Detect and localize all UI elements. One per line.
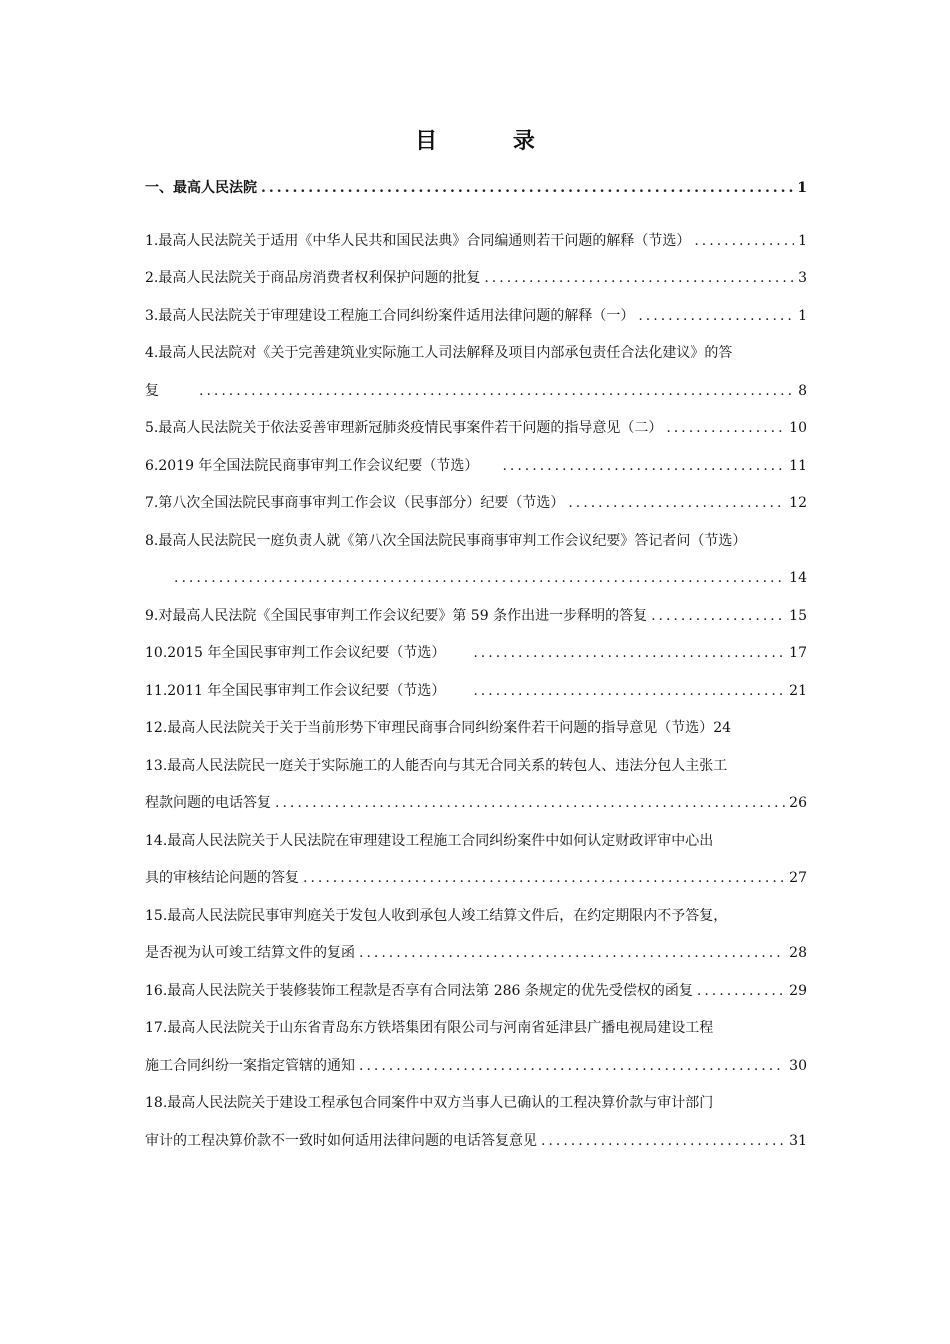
toc-entry-text: 6.2019 年全国法院民商事审判工作会议纪要（节选） [145, 457, 479, 474]
toc-entry[interactable] [145, 223, 807, 261]
toc-page-number: 27 [789, 870, 807, 886]
toc-entry-text: 1.最高人民法院关于适用《中华人民共和国民法典》合同编通则若干问题的解释（节选） [145, 232, 691, 249]
dot-leader [541, 1123, 785, 1161]
toc-entry[interactable] [145, 523, 807, 598]
dot-leader [651, 598, 785, 636]
toc-entry-text: 17.最高人民法院关于山东省青岛东方铁塔集团有限公司与河南省延津县广播电视局建设工程 [145, 1020, 714, 1036]
toc-page-number: 1 [798, 232, 807, 249]
toc-entry-text: 7.第八次全国法院民事商事审判工作会议（民事部分）纪要（节选） [145, 495, 565, 511]
dot-leader [275, 785, 785, 823]
toc-entry-text-continued: 是否视为认可竣工结算文件的复函 [145, 945, 355, 961]
toc-entry-text: 13.最高人民法院民一庭关于实际施工的人能否向与其无合同关系的转包人、违法分包人主张工 [145, 757, 728, 774]
toc-page-number: 11 [789, 457, 807, 474]
toc-page-number: 30 [789, 1057, 807, 1074]
toc-page-number: 12 [789, 495, 807, 511]
toc-entry-text: 5.最高人民法院关于依法妥善审理新冠肺炎疫情民事案件若干问题的指导意见（二） [145, 420, 663, 436]
dot-leader [473, 635, 785, 673]
toc-entry-text: 10.2015 年全国民事审判工作会议纪要（节选） [145, 645, 446, 661]
toc-entry-text: 18.最高人民法院关于建设工程承包合同案件中双方当事人已确认的工程决算价款与审计部门 [145, 1095, 714, 1111]
dot-leader [473, 673, 785, 711]
toc-page-number: 10 [789, 420, 807, 436]
dot-leader [199, 373, 794, 411]
toc-entry[interactable] [145, 823, 807, 898]
toc-entry[interactable] [145, 673, 807, 711]
dot-leader [359, 935, 785, 973]
dot-leader [359, 1048, 785, 1086]
dot-leader [666, 410, 785, 448]
toc-page-number: 31 [789, 1132, 807, 1149]
toc-entry[interactable] [145, 1010, 807, 1085]
toc-page-number: 21 [789, 682, 807, 699]
page-title: 目 录 [415, 128, 569, 154]
toc-entry-text: 16.最高人民法院关于装修装饰工程款是否享有合同法第 286 条规定的优先受偿权的函复 [145, 982, 693, 999]
toc-entry[interactable] [145, 898, 807, 973]
dot-leader [502, 448, 785, 486]
toc-page-number: 8 [798, 382, 807, 399]
toc-entry-text: 11.2011 年全国民事审判工作会议纪要（节选） [145, 682, 446, 699]
table-of-contents [145, 170, 807, 1160]
toc-entry[interactable] [145, 298, 807, 336]
toc-entry-text: 一、最高人民法院 [145, 180, 257, 196]
toc-entry-text: 15.最高人民法院民事审判庭关于发包人收到承包人竣工结算文件后，在约定期限内不予答复， [145, 907, 728, 924]
toc-page-number: 14 [789, 570, 807, 586]
dot-leader [697, 973, 785, 1011]
toc-entry-text: 14.最高人民法院关于人民法院在审理建设工程施工合同纠纷案件中如何认定财政评审中心出 [145, 832, 714, 849]
dot-leader [174, 560, 785, 598]
toc-page-number: 1 [797, 180, 807, 196]
toc-entry-text-continued: 审计的工程决算价款不一致时如何适用法律问题的电话答复意见 [145, 1132, 537, 1149]
toc-entry[interactable] [145, 260, 807, 298]
toc-section-heading[interactable] [145, 170, 807, 208]
dot-leader [694, 223, 794, 261]
toc-entry-text-continued: 具的审核结论问题的答复 [145, 870, 299, 886]
toc-entry-text: 12.最高人民法院关于关于当前形势下审理民商事合同纠纷案件若干问题的指导意见（节选） [145, 720, 714, 736]
toc-page-number: 26 [789, 795, 807, 811]
toc-entry[interactable] [145, 448, 807, 486]
dot-leader [303, 860, 785, 898]
toc-entry[interactable] [145, 710, 807, 748]
toc-page-number: 28 [789, 945, 807, 961]
toc-page-number: 24 [713, 720, 732, 736]
toc-entry-text-continued: 复 [145, 382, 159, 399]
toc-page-number: 1 [798, 307, 807, 324]
toc-page-number: 29 [789, 982, 807, 999]
toc-page-number: 15 [789, 607, 807, 624]
toc-entry[interactable] [145, 335, 807, 410]
toc-entry-text-continued: 施工合同纠纷一案指定管辖的通知 [145, 1057, 355, 1074]
dot-leader [638, 298, 794, 336]
toc-entry[interactable] [145, 1085, 807, 1160]
toc-page-number: 3 [798, 270, 807, 286]
toc-entry[interactable] [145, 748, 807, 823]
toc-entry[interactable] [145, 598, 807, 636]
toc-entry[interactable] [145, 973, 807, 1011]
toc-entry-text: 4.最高人民法院对《关于完善建筑业实际施工人司法解释及项目内部承包责任合法化建议》的答 [145, 345, 733, 361]
dot-leader [261, 170, 793, 208]
dot-leader [568, 485, 785, 523]
toc-entry-text: 2.最高人民法院关于商品房消费者权利保护问题的批复 [145, 270, 481, 286]
toc-entry-text: 8.最高人民法院民一庭负责人就《第八次全国法院民事商事审判工作会议纪要》答记者问（节选） [145, 532, 747, 549]
toc-entry-text: 3.最高人民法院关于审理建设工程施工合同纠纷案件适用法律问题的解释（一） [145, 307, 635, 324]
toc-entry[interactable] [145, 410, 807, 448]
toc-page-number: 17 [789, 645, 807, 661]
toc-entry[interactable] [145, 635, 807, 673]
dot-leader [484, 260, 794, 298]
toc-entry-text: 9.对最高人民法院《全国民事审判工作会议纪要》第 59 条作出进一步释明的答复 [145, 607, 648, 624]
toc-entry[interactable] [145, 485, 807, 523]
toc-entry-text-continued: 程款问题的电话答复 [145, 795, 271, 811]
